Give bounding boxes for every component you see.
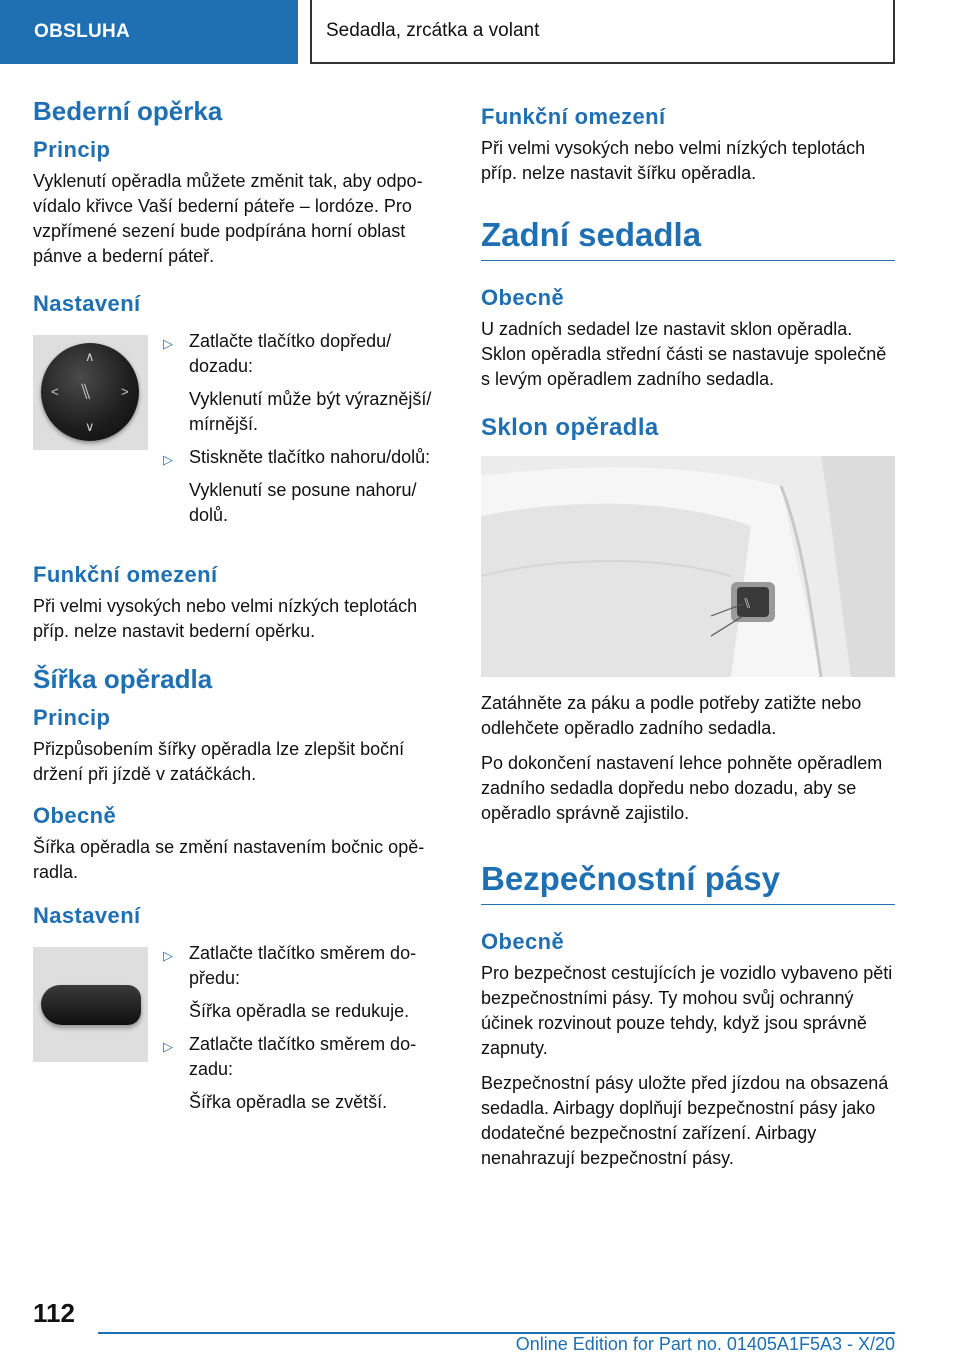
width-steps bbox=[163, 941, 445, 1123]
width-button-image bbox=[33, 947, 148, 1062]
lumbar-control-knob bbox=[41, 343, 139, 441]
step-result: Šířka opěradla se zvětší. bbox=[189, 1092, 388, 1112]
seat-icon: ⑊ bbox=[79, 379, 93, 404]
section-tab: OBSLUHA bbox=[0, 0, 298, 64]
width-principle-text: Přizpůsobením šířky opěradla lze zlepšit boční držení při jízdě v zatáčkách. bbox=[33, 739, 405, 784]
arrow-right-icon: > bbox=[121, 384, 129, 399]
recline-text-1: Zatáhněte za páku a podle potřeby zatižte nebo odlehčete opěradlo zadního sedadla. bbox=[481, 693, 862, 738]
lumbar-steps-block bbox=[33, 329, 445, 536]
step-action: Zatlačte tlačítko směrem dopředu: bbox=[189, 943, 417, 988]
chapter-title: Sedadla, zrcátka a volant bbox=[310, 0, 895, 64]
arrow-up-icon: ∧ bbox=[85, 349, 95, 364]
step-item bbox=[163, 1032, 445, 1123]
lumbar-limit-heading: Funkční omezení bbox=[33, 562, 218, 587]
triangle-right-icon: ▷ bbox=[163, 1039, 173, 1054]
rear-seat-illustration bbox=[481, 456, 895, 677]
page-number: 112 bbox=[33, 1298, 75, 1328]
width-limit-heading: Funkční omezení bbox=[481, 104, 666, 129]
step-item bbox=[163, 445, 445, 536]
arrow-left-icon: < bbox=[51, 384, 59, 399]
lumbar-limit-text: Při velmi vysokých nebo velmi nízkých teplotách příp. nelze nastavit bederní opěrku. bbox=[33, 596, 418, 641]
rear-seat-lever-image bbox=[481, 456, 895, 677]
lumbar-principle-heading: Princip bbox=[33, 137, 111, 162]
lumbar-setting-heading: Nastavení bbox=[33, 291, 141, 316]
step-result: Vyklenutí se posune nahoru/ dolů. bbox=[189, 480, 417, 525]
width-title: Šířka opěradla bbox=[33, 664, 213, 694]
width-principle-heading: Princip bbox=[33, 705, 111, 730]
width-general-heading: Obecně bbox=[33, 803, 117, 828]
width-setting-heading: Nastavení bbox=[33, 903, 141, 928]
lumbar-title: Bederní opěrka bbox=[33, 96, 223, 126]
width-limit-text: Při velmi vysokých nebo velmi nízkých teplotách příp. nelze nastavit šířku opěradla. bbox=[481, 138, 866, 183]
belts-text-2: Bezpečnostní pásy uložte před jízdou na obsazená sedadla. Airbagy doplňují bezpečnostní pásy jako dodatečné bezpečnostní zařízení. Airbagy nenahrazují bezpečnostní pásy. bbox=[481, 1073, 889, 1168]
step-item bbox=[163, 941, 445, 1032]
svg-text:⑊: ⑊ bbox=[743, 596, 752, 612]
left-column bbox=[33, 96, 445, 1123]
lumbar-steps bbox=[163, 329, 445, 536]
belts-text-1: Pro bezpečnost cestujících je vozidlo vybaveno pěti bezpečnostními pásy. Ty mohou svůj ochranný účinek rozvinout pouze tehdy, když jsou správně zapnuty. bbox=[481, 963, 893, 1058]
edition-text: Online Edition for Part no. 01405A1F5A3 - X/20 bbox=[515, 1334, 895, 1354]
step-action: Zatlačte tlačítko dopředu/ dozadu: bbox=[189, 331, 392, 376]
lumbar-principle-text: Vyklenutí opěradla můžete změnit tak, aby odpovídalo křivce Vaší bederní páteře – lordóze. Pro vzpřímené sezení bude podpírána horní oblast pánve a bederní páteř. bbox=[33, 171, 423, 266]
step-result: Vyklenutí může být výraznější/ mírnější. bbox=[189, 389, 432, 434]
arrow-down-icon: ∨ bbox=[85, 419, 95, 434]
belts-general-heading: Obecně bbox=[481, 929, 565, 954]
step-result: Šířka opěradla se redukuje. bbox=[189, 1001, 410, 1021]
triangle-right-icon: ▷ bbox=[163, 948, 173, 963]
recline-heading: Sklon opěradla bbox=[481, 414, 659, 441]
step-item bbox=[163, 329, 445, 445]
rear-general-heading: Obecně bbox=[481, 285, 565, 310]
rear-seats-title: Zadní sedadla bbox=[481, 216, 895, 261]
seat-belts-title: Bezpečnostní pásy bbox=[481, 860, 895, 905]
triangle-right-icon: ▷ bbox=[163, 336, 173, 351]
step-action: Zatlačte tlačítko směrem dozadu: bbox=[189, 1034, 417, 1079]
page-header bbox=[0, 0, 960, 68]
page-footer bbox=[0, 1290, 960, 1362]
lumbar-knob-image bbox=[33, 335, 148, 450]
step-action: Stiskněte tlačítko nahoru/dolů: bbox=[189, 447, 431, 467]
width-steps-block bbox=[33, 941, 445, 1123]
triangle-right-icon: ▷ bbox=[163, 452, 173, 467]
width-general-text: Šířka opěradla se změní nastavením bočnic opěradla. bbox=[33, 837, 425, 882]
right-column bbox=[481, 96, 895, 1181]
recline-text-2: Po dokončení nastavení lehce pohněte opěradlem zadního sedadla dopředu nebo dozadu, aby se opěradlo správně zajistilo. bbox=[481, 753, 883, 823]
width-control-button bbox=[41, 985, 141, 1025]
rear-general-text: U zadních sedadel lze nastavit sklon opěradla. Sklon opěradla střední části se nastavuje společně s levým opěradlem zadního sedadla. bbox=[481, 319, 887, 389]
